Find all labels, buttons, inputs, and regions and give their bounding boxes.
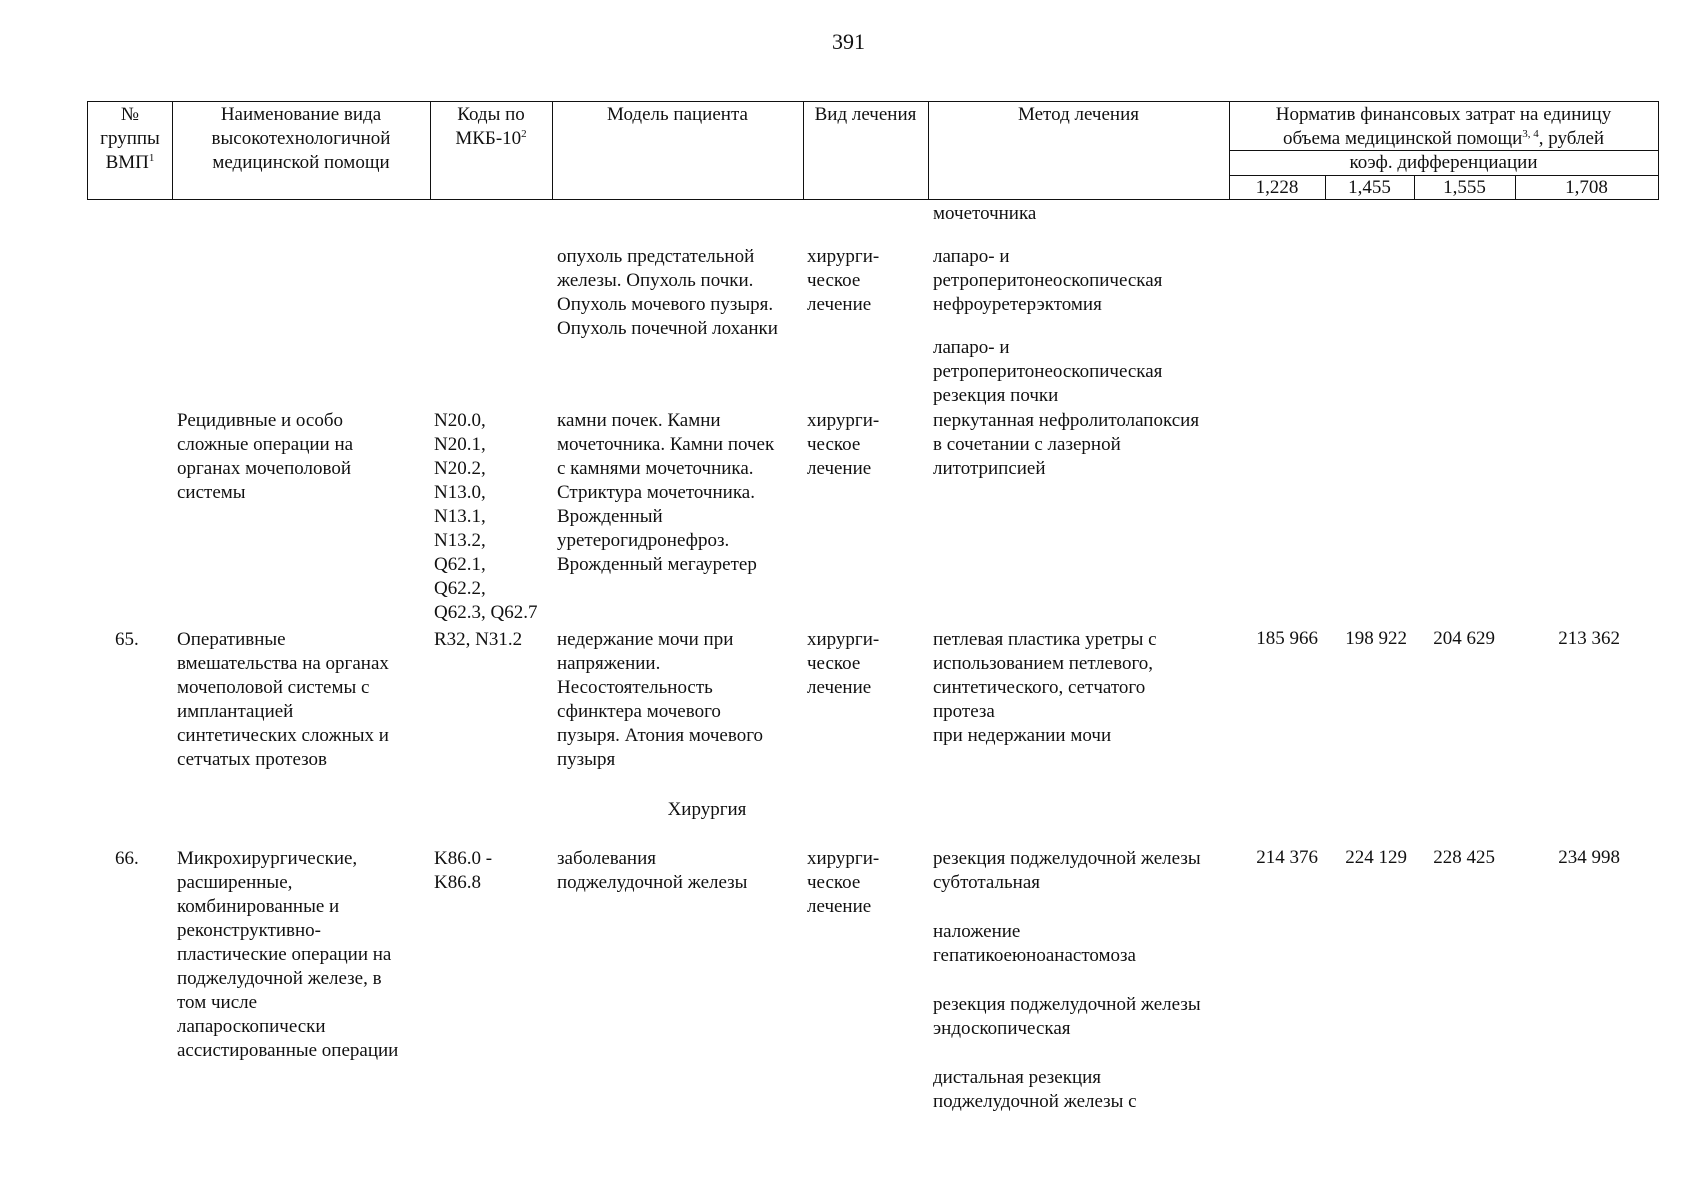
header-treatment-method: Метод лечения — [1017, 104, 1139, 125]
group-number: 65. — [115, 629, 139, 650]
treatment-method: лапаро- и ретроперитонеоскопическая резекция почки — [933, 337, 1163, 406]
treatment-method: лапаро- и ретроперитонеоскопическая нефроуретерэктомия — [933, 246, 1163, 315]
patient-model: опухоль предстательной железы. Опухоль почки. Опухоль мочевого пузыря. Опухоль почечной лоханки — [557, 246, 778, 339]
header-coef: 1,708 — [1565, 177, 1608, 198]
patient-model: камни почек. Камни мочеточника. Камни почек с камнями мочеточника. Стриктура мочеточника. Врожденный уретерогидронефроз. Врожденный мегауретер — [557, 410, 775, 575]
cost-value: 224 129 — [1345, 847, 1407, 868]
page-number: 391 — [832, 29, 865, 54]
treatment-type: хирурги- ческое лечение — [807, 629, 880, 698]
icd-codes: R32, N31.2 — [434, 629, 523, 650]
header-patient-model: Модель пациента — [607, 104, 748, 125]
treatment-method: наложение гепатикоеюноанастомоза — [933, 921, 1136, 966]
header-group-no: № группы ВМП$^1$ — [100, 104, 160, 173]
treatment-method: дистальная резекция поджелудочной железы с — [933, 1067, 1137, 1112]
table-header — [87, 101, 1659, 200]
care-name: Рецидивные и особо сложные операции на органах мочеполовой системы — [177, 410, 354, 503]
cost-value: 214 376 — [1256, 847, 1318, 868]
treatment-type: хирурги- ческое лечение — [807, 246, 880, 315]
treatment-type: хирурги- ческое лечение — [807, 410, 880, 479]
cost-value: 185 966 — [1256, 628, 1318, 649]
header-coef: 1,455 — [1348, 177, 1391, 198]
care-name: Микрохирургические, расширенные, комбинированные и реконструктивно- пластические операции на поджелудочной железе, в том числе лапароскопически ассистированные операции — [177, 848, 399, 1061]
treatment-method: перкутанная нефролитолапоксия в сочетании с лазерной литотрипсией — [933, 410, 1200, 479]
cost-value: 234 998 — [1558, 847, 1620, 868]
header-care-name: Наименование вида высокотехнологичной медицинской помощи — [211, 104, 391, 173]
cost-value: 204 629 — [1433, 628, 1495, 649]
cost-value: 213 362 — [1558, 628, 1620, 649]
patient-model: заболевания поджелудочной железы — [557, 848, 748, 893]
cost-value: 228 425 — [1433, 847, 1495, 868]
header-coef: 1,555 — [1443, 177, 1486, 198]
carry-over-method: мочеточника — [933, 203, 1037, 224]
patient-model: недержание мочи при напряжении. Несостоятельность сфинктера мочевого пузыря. Атония мочевого пузыря — [557, 629, 764, 770]
header-coef: 1,228 — [1255, 177, 1299, 198]
group-number: 66. — [115, 848, 139, 869]
care-name: Оперативные вмешательства на органах мочеполовой системы с имплантацией синтетических сложных и сетчатых протезов — [177, 629, 389, 770]
treatment-method: резекция поджелудочной железы эндоскопическая — [933, 994, 1201, 1039]
header-treatment-type: Вид лечения — [814, 104, 917, 125]
icd-codes: N20.0, N20.1, N20.2, N13.0, N13.1, N13.2, Q62.1, Q62.2, Q62.3, Q62.7 — [434, 410, 538, 623]
header-cost-norm: Норматив финансовых затрат на единицу объема медицинской помощи$^{3, 4}$, рублей — [1275, 104, 1612, 149]
section-title: Хирургия — [667, 799, 747, 820]
treatment-method: резекция поджелудочной железы субтотальная — [933, 848, 1201, 893]
cost-value: 198 922 — [1345, 628, 1407, 649]
header-coef-label: коэф. дифференциации — [1349, 152, 1538, 173]
treatment-method: петлевая пластика уретры с использованием петлевого, синтетического, сетчатого протеза при недержании мочи — [933, 629, 1157, 746]
header-icd-codes: Коды по МКБ-$10^2$ — [455, 104, 527, 149]
treatment-type: хирурги- ческое лечение — [807, 848, 880, 917]
icd-codes: K86.0 - K86.8 — [434, 848, 493, 893]
